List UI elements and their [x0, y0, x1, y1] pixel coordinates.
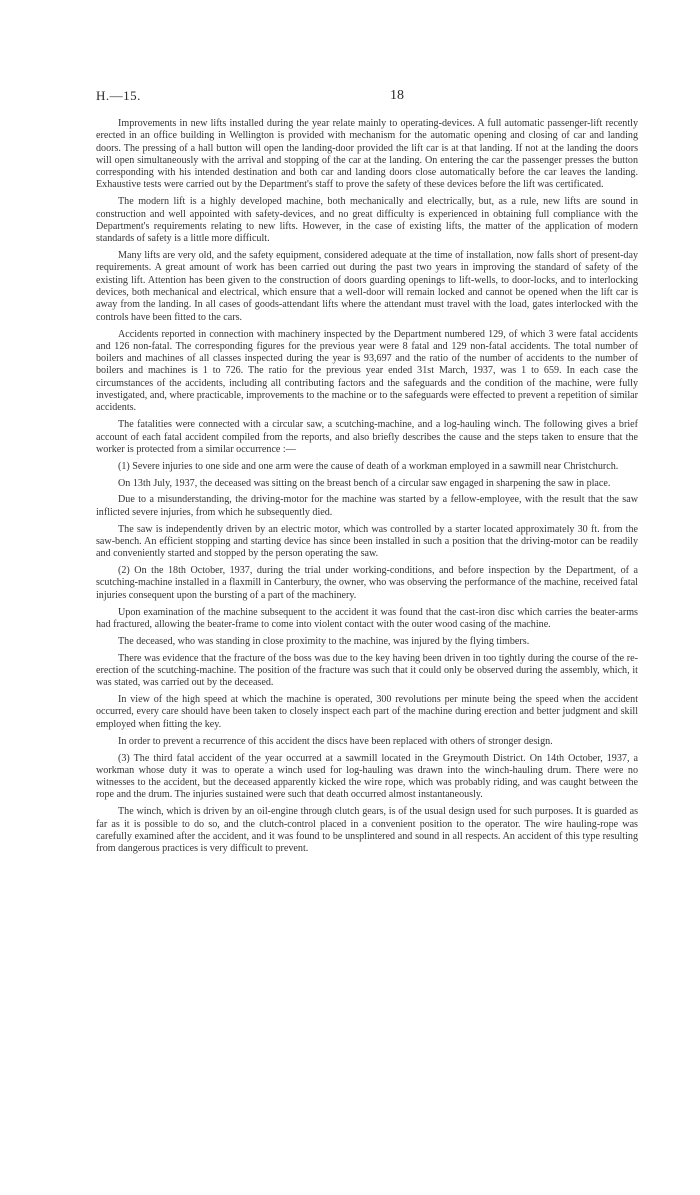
- paragraph-case-3: (3) The third fatal accident of the year occurred at a sawmill located in the Greymouth District. On 14th October, 1937, a workman whose duty it was to operate a winch used for log-hauling was drawn into the winch-hauling drum. There were no witnesses to the accident, but the deceased apparently kicked the wire rope, which was probably riding, and was caught between the rope and the drum. The injuries sustained were such that death occurred almost instantaneously.: [96, 752, 638, 801]
- paragraph-case-2-evidence: There was evidence that the fracture of the boss was due to the key having been driven in too tightly during the course of the re-erection of the scutching-machine. The position of the fracture was such that it could only be observed during the assembly, which, it was stated, was carried out by the deceased.: [96, 652, 638, 689]
- paragraph-modern-lift: The modern lift is a highly developed machine, both mechanically and electrically, but, as a rule, new lifts are sound in construction and well appointed with safety-devices, and no great difficulty is experienced in obtaining full compliance with the Department's requirements relating to new lifts. However, in the case of existing lifts, the matter of the application of modern standards of safety is a little more difficult.: [96, 196, 638, 245]
- paragraph-case-1-date: On 13th July, 1937, the deceased was sitting on the breast bench of a circular saw engaged in sharpening the saw in place.: [118, 477, 611, 489]
- document-reference: H.—15.: [96, 88, 141, 103]
- paragraph-case-1-remedy: The saw is independently driven by an electric motor, which was controlled by a starter located approximately 30 ft. from the saw-bench. An efficient stopping and starting device has since been installed in such a position that the driving-motor can be readily and conveniently started and stopped by the person operating the saw.: [96, 523, 638, 560]
- paragraph-old-lifts: Many lifts are very old, and the safety equipment, considered adequate at the time of installation, now falls short of present-day requirements. A great amount of work has been carried out during the past two years in improving the standard of safety of the existing lift. Attention has been given to the construction of doors guarding openings to lift-wells, to door-locks, and to interlocking devices, both mechanical and electrical, which ensure that a well-door will remain locked and cannot be opened when the lift car is away from the landing. In all cases of goods-attendant lifts where the attendant must travel with the load, gates interlocked with the controls have been fitted to the cars.: [96, 250, 638, 323]
- paragraph-case-2-examination: Upon examination of the machine subsequent to the accident it was found that the cast-iron disc which carries the beater-arms had fractured, allowing the beater-frame to come into violent contact with the outer wood casing of the machine.: [96, 606, 638, 630]
- paragraph-case-1-misunderstanding: Due to a misunderstanding, the driving-motor for the machine was started by a fellow-employee, with the result that the saw inflicted severe injuries, from which he subsequently died.: [96, 494, 638, 518]
- paragraph-case-1: (1) Severe injuries to one side and one arm were the cause of death of a workman employed in a sawmill near Christchurch.: [118, 460, 619, 472]
- paragraph-fatalities: The fatalities were connected with a circular saw, a scutching-machine, and a log-hauling winch. The following gives a brief account of each fatal accident compiled from the reports, and also briefly describes the cause and the steps taken to ensure that the worker is protected from a similar occurrence :—: [96, 419, 638, 455]
- page-number: 18: [390, 88, 404, 103]
- paragraph-accidents-reported: Accidents reported in connection with machinery inspected by the Department numbered 129, of which 3 were fatal accidents and 126 non-fatal. The corresponding figures for the previous year were 8 fatal and 129 non-fatal accidents. The total number of boilers and machines of all classes inspected during the year is 93,697 and the ratio of the number of accidents to the number of boilers and machines is 1 to 726. The ratio for the previous year ended 31st March, 1937, was 1 to 659. In each case the circumstances of the accidents, including all contributing factors and the safeguards and the condition of the machine, were fully investigated, and, where practicable, improvements to the machine or to the safeguards were effected to prevent a repetition of similar accidents.: [96, 328, 638, 414]
- page-header: [96, 88, 638, 106]
- paragraph-lift-improvements: Improvements in new lifts installed during the year relate mainly to operating-devices. A full automatic passenger-lift recently erected in an office building in Wellington is provided with mechanism for the automatic opening and closing of car and landing doors. The pressing of a hall button will open the landing-door provided the lift car is at that landing. If not at the landing the doors will open simultaneously with the arrival and stopping of the car at the landing. On entering the car the passenger presses the button corresponding with his intended destination and both car and landing doors close automatically before the car leaves the landing. Exhaustive tests were carried out by the Department's staff to prove the safety of these devices before the lift was certificated.: [96, 118, 638, 191]
- paragraph-case-3-winch: The winch, which is driven by an oil-engine through clutch gears, is of the usual design used for such purposes. It is guarded as far as it is possible to do so, and the clutch-control placed in a convenient position to the operator. The wire hauling-rope was carefully examined after the accident, and it was found to be unsplintered and sound in all respects. An accident of this type resulting from dangerous practices is very difficult to prevent.: [96, 806, 638, 855]
- paragraph-case-2: (2) On the 18th October, 1937, during the trial under working-conditions, and before inspection by the Department, of a scutching-machine installed in a flaxmill in Canterbury, the owner, who was observing the performance of the machine, received fatal injuries consequent upon the bursting of a part of the machinery.: [96, 565, 638, 601]
- document-body: [96, 118, 638, 860]
- paragraph-case-2-deceased: The deceased, who was standing in close proximity to the machine, was injured by the flying timbers.: [118, 635, 530, 647]
- paragraph-case-2-prevention: In order to prevent a recurrence of this accident the discs have been replaced with others of stronger design.: [118, 735, 553, 747]
- paragraph-case-2-speed: In view of the high speed at which the machine is operated, 300 revolutions per minute being the speed when the accident occurred, every care should have been taken to closely inspect each part of the machine during erection and better judgment and skill employed when fitting the key.: [96, 694, 638, 730]
